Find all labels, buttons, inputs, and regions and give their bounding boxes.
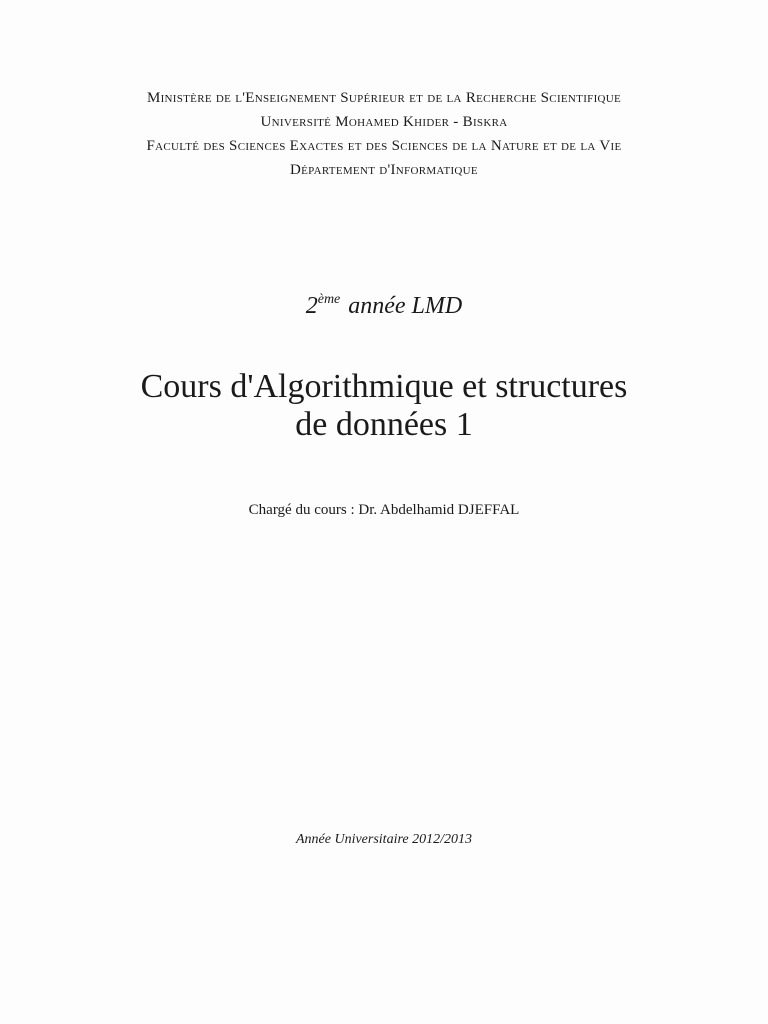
course-title-line-2: de données 1: [295, 406, 473, 443]
institution-header: [0, 86, 768, 182]
lecturer-line: Chargé du cours : Dr. Abdelhamid DJEFFAL: [248, 502, 520, 518]
course-title: [0, 368, 768, 444]
year-superscript: ème: [317, 292, 341, 307]
year-level: [0, 292, 768, 320]
faculty-line: Faculté des Sciences Exactes et des Sciences de la Nature et de la Vie: [146, 138, 622, 154]
department-line: Département d'Informatique: [290, 162, 478, 178]
ministry-line: Ministère de l'Enseignement Supérieur et de la Recherche Scientifique: [146, 90, 622, 106]
university-line: Université Mohamed Khider - Biskra: [260, 114, 508, 130]
academic-year: Année Universitaire 2012/2013: [295, 832, 472, 847]
course-title-line-1: Cours d'Algorithmique et structures: [140, 368, 628, 405]
year-text: année LMD: [348, 293, 463, 319]
year-number: 2: [305, 293, 318, 319]
